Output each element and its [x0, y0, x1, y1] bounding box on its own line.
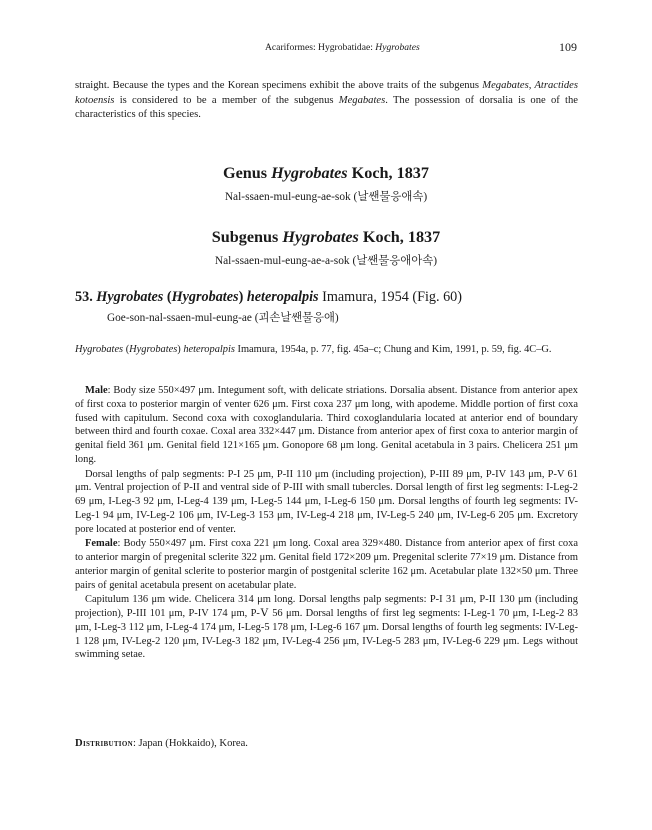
running-title-prefix: Acariformes: Hygrobatidae: [265, 42, 376, 53]
distribution-line [75, 738, 578, 749]
genus-heading-pre: Genus [223, 164, 272, 182]
female-paragraph-2: Capitulum 136 μm wide. Chelicera 314 μm long. Dorsal lengths palp segments: P-I 31 μm, P-II 130 μm (including projection), P-III 101 μm, P-IV 174 μm, P-Ⅴ 56 μm. Dorsal lengths of first leg segments: I-Leg-1 70 μm, I-Leg-2 83 μm, I-Leg-3 112 μm, I-Leg-4 174 μm, I-Leg-5 178 μm, I-Leg-6 167 μm. Dorsal lengths of fourth leg segments: IV-Leg-1 128 μm, IV-Leg-2 120 μm, IV-Leg-3 182 μm, IV-Leg-4 256 μm, IV-Leg-5 283 μm, IV-Leg-6 229 μm. Legs without swimming setae. [75, 594, 578, 661]
species-genus: Hygrobates [96, 289, 164, 305]
species-subgenus: Hygrobates [171, 289, 239, 305]
species-number: 53. [75, 289, 93, 305]
species-heading [75, 289, 578, 306]
species-heading-block [75, 289, 578, 325]
intro-text-3: . The possession of dorsalia is one of the characteristics of this species. [75, 94, 578, 121]
page-number: 109 [559, 40, 577, 54]
genus-heading-name: Hygrobates [271, 164, 348, 182]
intro-italic-2: Megabates [338, 94, 386, 106]
synonymy-sep-2: ) [177, 344, 184, 355]
running-title-genus: Hygrobates [375, 42, 420, 53]
female-label: Female [85, 538, 118, 550]
species-author: Imamura, 1954 (Fig. 60) [318, 289, 463, 305]
subgenus-heading-pre: Subgenus [211, 228, 283, 246]
subgenus-heading-author: Koch, 1837 [358, 228, 441, 246]
genus-heading-author: Koch, 1837 [347, 164, 429, 182]
subgenus-heading [0, 228, 652, 247]
running-header [75, 40, 577, 56]
female-text-1: : Body 550×497 μm. First coxa 221 μm long. Coxal area 329×480. Distance from anterior apex of first coxa to anterior margin of pregenital sclerite 322 μm. Genital field 172×209 μm. Pregenital sclerite 77×19 μm. Distance from anterior margin of genital sclerite to posterior margin of postgenital sclerite 162 μm. Acetabular plate 132×50 μm. Three pairs of genital acetabula present on acetabular plate. [75, 538, 578, 591]
intro-italic-1: Megabates, Atractides kotoensis [75, 80, 578, 106]
species-description [75, 384, 578, 663]
synonymy-sep-1: ( [123, 344, 130, 355]
genus-korean-name: Nal-ssaen-mul-eung-ae-sok (날쌘물응애속) [224, 191, 428, 203]
distribution-text: : Japan (Hokkaido), Korea. [132, 738, 248, 749]
synonymy-citation: Imamura, 1954a, p. 77, fig. 45a–c; Chung and Kim, 1991, p. 59, fig. 4C–G. [234, 344, 552, 355]
subgenus-korean-name: Nal-ssaen-mul-eung-ae-a-sok (날쌘물응애아속) [214, 255, 438, 267]
synonymy-epithet: heteropalpis [183, 344, 235, 355]
male-paragraph-2: Dorsal lengths of palp segments: P-I 25 μm, P-II 110 μm (including projection), P-III 89 μm, P-IV 143 μm, P-V 61 μm. Ventral projection of P-II and ventral side of P-III with small tubercles. Dorsal length of first leg segments: I-Leg-2 69 μm, I-Leg-3 92 μm, I-Leg-4 139 μm, I-Leg-5 144 μm, I-Leg-6 150 μm. Dorsal lengths of fourth leg segments: IV-Leg-1 94 μm, IV-Leg-2 106 μm, IV-Leg-3 153 μm, IV-Leg-4 218 μm, IV-Leg-5 240 μm, IV-Leg-6 205 μm. Excretory pore located at posterior end of venter. [75, 468, 578, 535]
female-paragraph-1 [75, 537, 578, 592]
intro-text-2: is considered to be a member of the subgenus [114, 94, 339, 106]
genus-heading [0, 164, 652, 183]
intro-text-1: straight. Because the types and the Korean specimens exhibit the above traits of the subgenus [75, 80, 483, 91]
synonymy-subgenus: Hygrobates [129, 344, 178, 355]
synonymy-entry [75, 343, 578, 357]
male-label: Male [85, 385, 108, 396]
species-epithet: heteropalpis [246, 289, 319, 305]
species-subgenus-wrap: (Hygrobates) [166, 289, 244, 305]
running-title [265, 42, 420, 53]
subgenus-heading-name: Hygrobates [282, 228, 359, 246]
synonymy-genus: Hygrobates [75, 344, 124, 355]
distribution-label: Distribution [75, 738, 133, 749]
male-paragraph-1 [75, 384, 578, 467]
male-text-1: : Body size 550×497 μm. Integument soft, with delicate striations. Dorsalia absent. Distance from anterior apex of first coxa to posterior margin of venter 626 μm. First coxa 237 μm long, with apodeme. Middle portion of first coxa fused with capitulum. Second coxa with coxoglandularia. Third coxoglandularia located at anterior end of boundary between third and fourth coxae. Coxal area 332×447 μm. Distance from anterior apex of first coxa to anterior margin of genital field 361 μm. Genital field 121×165 μm. Gonopore 68 μm long. Genital acetabula in 3 pairs. Chelicera 251 μm long. [75, 385, 578, 465]
species-korean-name: Goe-son-nal-ssaen-mul-eung-ae (괴손날쌘물응애) [107, 312, 339, 324]
intro-paragraph [75, 79, 578, 123]
